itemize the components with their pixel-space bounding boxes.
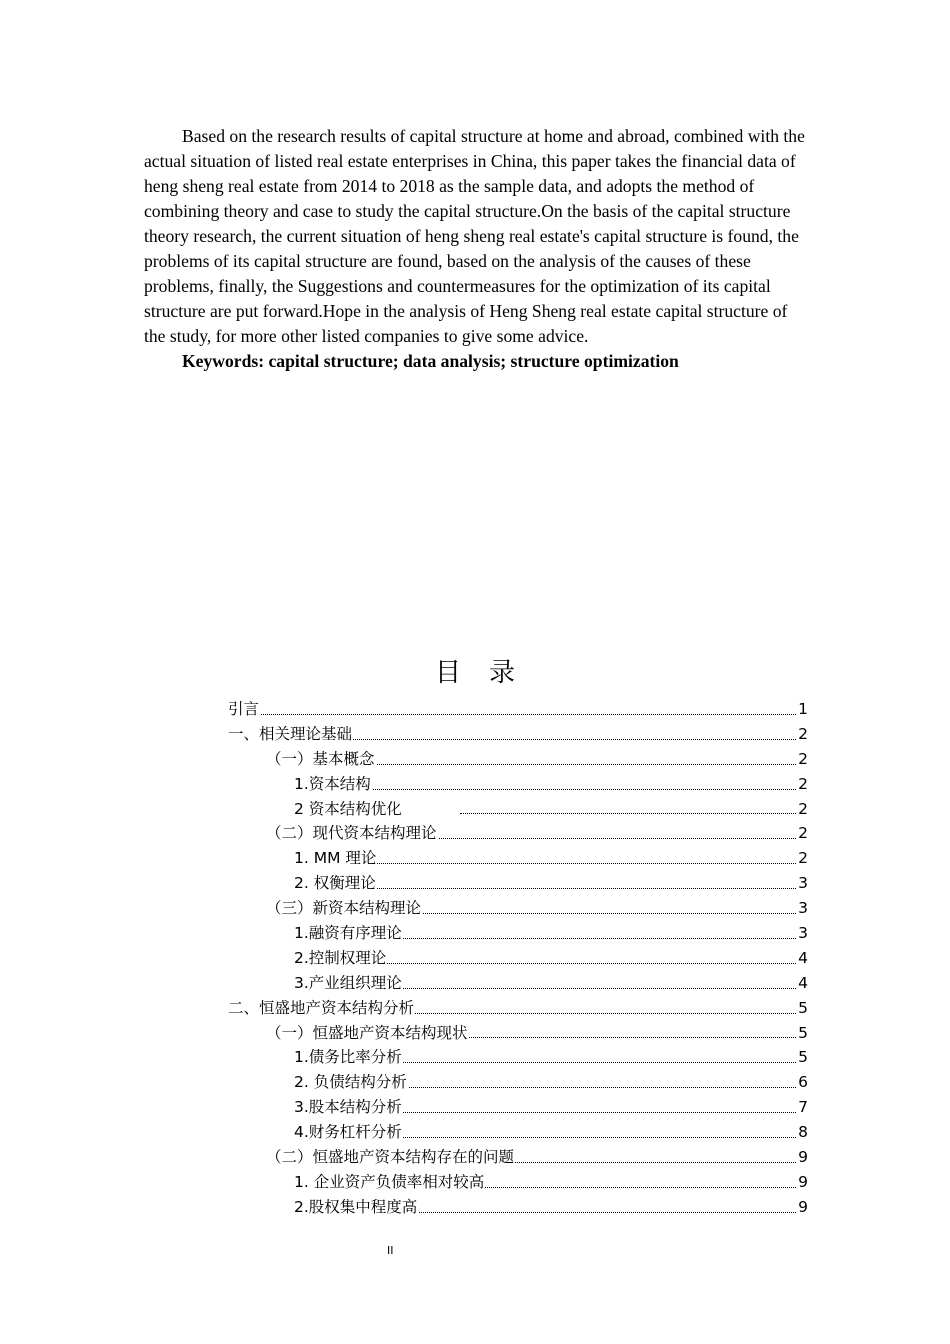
toc-entry[interactable] — [228, 1145, 808, 1170]
toc-entry-page: 2 — [797, 747, 808, 772]
toc-entry-label: 引言 — [228, 700, 260, 718]
toc-entry[interactable] — [228, 921, 808, 946]
toc-entry-page: 8 — [797, 1120, 808, 1145]
toc-entry[interactable] — [228, 1120, 808, 1145]
table-of-contents — [228, 697, 808, 1220]
toc-entry[interactable] — [228, 747, 808, 772]
toc-entry-page: 5 — [797, 1021, 808, 1046]
toc-entry[interactable] — [228, 996, 808, 1021]
toc-entry-page: 3 — [797, 871, 808, 896]
toc-entry-page: 4 — [797, 946, 808, 971]
toc-entry-page: 1 — [797, 697, 808, 722]
toc-entry-label: 2.控制权理论 — [294, 948, 387, 967]
toc-entry[interactable] — [228, 1070, 808, 1095]
toc-entry-page: 7 — [797, 1095, 808, 1120]
toc-entry-page: 9 — [797, 1195, 808, 1220]
toc-entry-label: 1.资本结构 — [294, 774, 371, 793]
toc-entry[interactable] — [228, 1045, 808, 1070]
keywords-line: Keywords: capital structure; data analysis; structure optimization — [182, 351, 679, 371]
toc-entry[interactable] — [228, 971, 808, 996]
toc-entry-page: 2 — [797, 722, 808, 747]
toc-entry[interactable] — [228, 1170, 808, 1195]
toc-entry-label: 二、恒盛地产资本结构分析 — [228, 998, 415, 1017]
toc-title: 目录 — [434, 658, 543, 688]
toc-entry-page: 2 — [797, 846, 808, 871]
toc-entry-label: 1.债务比率分析 — [294, 1048, 402, 1067]
toc-entry-label: 2.股权集中程度高 — [294, 1197, 418, 1216]
toc-entry[interactable] — [228, 697, 808, 722]
toc-entry-label: 1. MM 理论 — [294, 849, 377, 868]
toc-entry-page: 2 — [797, 772, 808, 797]
toc-entry-label: 2 资本结构优化 — [294, 799, 402, 818]
page-number: II — [387, 1244, 394, 1257]
abstract-section — [144, 124, 808, 374]
toc-entry-page: 9 — [797, 1170, 808, 1195]
toc-entry-label: （一）恒盛地产资本结构现状 — [266, 1023, 468, 1042]
toc-entry[interactable] — [228, 722, 808, 747]
toc-entry-label: 1. 企业资产负债率相对较高 — [294, 1172, 485, 1191]
toc-entry-label: （一）基本概念 — [266, 749, 375, 768]
toc-entry-label: 1.融资有序理论 — [294, 924, 402, 943]
toc-entry[interactable] — [228, 797, 808, 822]
toc-entry[interactable] — [228, 772, 808, 797]
toc-leader-dots — [460, 813, 808, 814]
toc-entry-page: 4 — [797, 971, 808, 996]
toc-entry[interactable] — [228, 846, 808, 871]
toc-entry-page: 5 — [797, 996, 808, 1021]
toc-entry[interactable] — [228, 1195, 808, 1220]
toc-entry-label: 2. 权衡理论 — [294, 874, 376, 893]
toc-entry-label: （二）恒盛地产资本结构存在的问题 — [266, 1148, 515, 1167]
toc-entry-page: 9 — [797, 1145, 808, 1170]
toc-entry-label: （三）新资本结构理论 — [266, 899, 422, 918]
toc-entry-page: 2 — [797, 821, 808, 846]
toc-entry-label: 2. 负债结构分析 — [294, 1073, 407, 1092]
toc-entry-page: 3 — [797, 921, 808, 946]
toc-entry-page: 6 — [797, 1070, 808, 1095]
toc-entry-page: 3 — [797, 896, 808, 921]
abstract-paragraph: Based on the research results of capital structure at home and abroad, combined with the actual situation of listed real estate enterprises in China, this paper takes the financial data of heng sheng real estate from 2014 to 2018 as the sample data, and adopts the method of combining theory and case to study the capital structure.On the basis of the capital structure theory research, the current situation of heng sheng real estate's capital structure is found, the problems of its capital structure are found, based on the analysis of the causes of these problems, finally, the Suggestions and countermeasures for the optimization of its capital structure are put forward.Hope in the analysis of Heng Sheng real estate capital structure of the study, for more other listed companies to give some advice. — [144, 126, 805, 346]
toc-entry-label: 4.财务杠杆分析 — [294, 1123, 402, 1142]
toc-leader-dots — [228, 714, 808, 715]
toc-entry-label: 3.产业组织理论 — [294, 973, 402, 992]
toc-entry-page: 5 — [797, 1045, 808, 1070]
toc-entry[interactable] — [228, 871, 808, 896]
toc-entry[interactable] — [228, 896, 808, 921]
toc-entry-label: 3.股本结构分析 — [294, 1098, 402, 1117]
toc-entry-label: 一、相关理论基础 — [228, 724, 353, 743]
toc-entry-page: 2 — [797, 797, 808, 822]
toc-entry[interactable] — [228, 1095, 808, 1120]
toc-entry[interactable] — [228, 946, 808, 971]
toc-entry-label: （二）现代资本结构理论 — [266, 824, 437, 843]
toc-entry[interactable] — [228, 821, 808, 846]
toc-entry[interactable] — [228, 1021, 808, 1046]
